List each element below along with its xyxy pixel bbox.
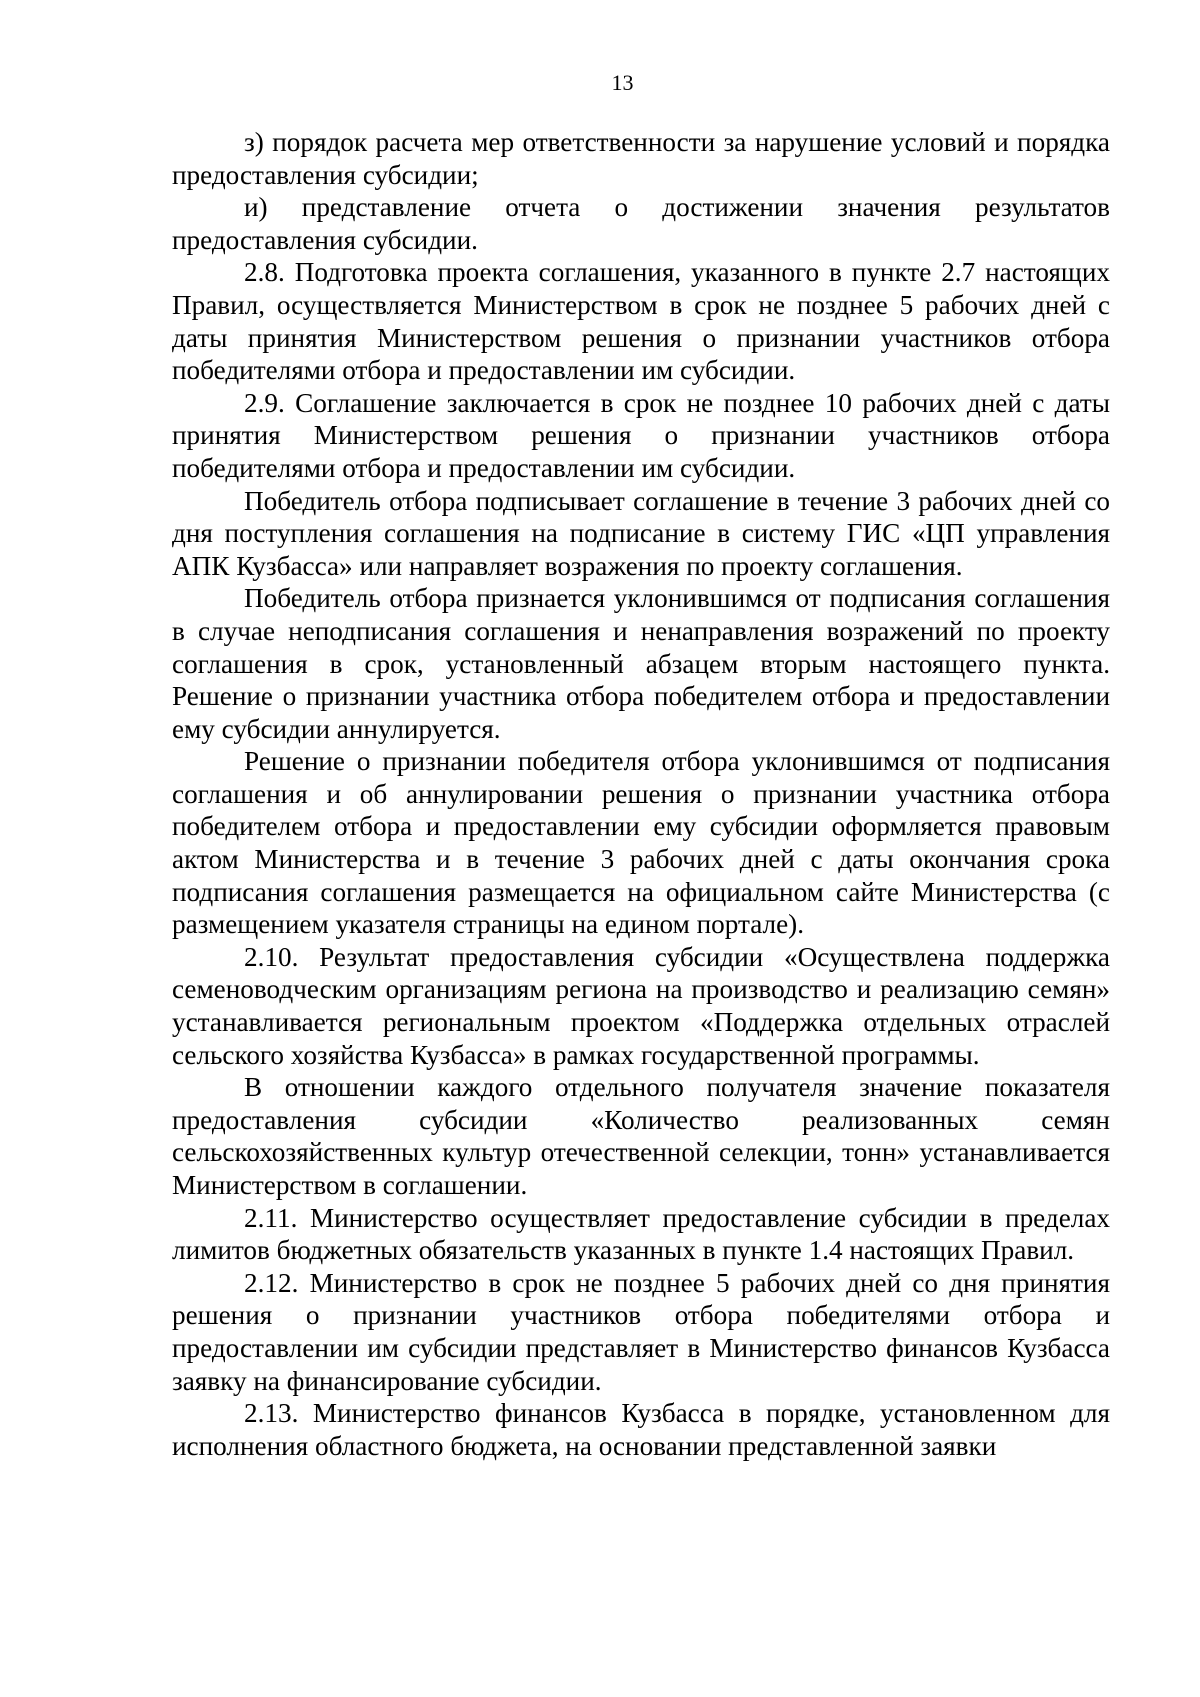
paragraph-winner-signs: Победитель отбора подписывает соглашение в течение 3 рабочих дней со дня поступления соглашения на подписание в систему ГИС «ЦП управления АПК Кузбасса» или направляет возражения по проекту соглашения. <box>172 485 1110 581</box>
paragraph-i: и) представление отчета о достижении значения результатов предоставления субсидии. <box>172 192 1110 255</box>
paragraph-winner-evading: Победитель отбора признается уклонившимся от подписания соглашения в случае неподписания соглашения и ненаправления возражений по проекту соглашения в срок, установленный абзацем вторым настоящего пункта. Решение о признании участника отбора победителем отбора и предоставлении ему субсидии аннулируется. <box>172 583 1110 744</box>
paragraph-2-10: 2.10. Результат предоставления субсидии «Осуществлена поддержка семеноводческим организациям региона на производство и реализацию семян» устанавливается региональным проектом «Поддержка отдельных отраслей сельского хозяйства Кузбасса» в рамках государственной программы. <box>172 941 1110 1070</box>
paragraph-decision-evading: Решение о признании победителя отбора уклонившимся от подписания соглашения и об аннулировании решения о признании участника отбора победителем отбора и предоставлении ему субсидии оформляется правовым актом Министерства и в течение 3 рабочих дней с даты окончания срока подписания соглашения размещается на официальном сайте Министерства (с размещением указателя страницы на едином портале). <box>172 746 1110 940</box>
paragraph-2-11: 2.11. Министерство осуществляет предоставление субсидии в пределах лимитов бюджетных обязательств указанных в пункте 1.4 настоящих Правил. <box>172 1202 1110 1266</box>
paragraph-indicator: В отношении каждого отдельного получателя значение показателя предоставления субсидии «Количество реализованных семян сельскохозяйственных культур отечественной селекции, тонн» устанавливается Министерством в соглашении. <box>172 1072 1110 1200</box>
document-body <box>172 126 1110 1462</box>
paragraph-2-8: 2.8. Подготовка проекта соглашения, указанного в пункте 2.7 настоящих Правил, осуществляется Министерством в срок не позднее 5 рабочих дней с даты принятия Министерством решения о признании участников отбора победителями отбора и предоставлении им субсидии. <box>172 257 1110 386</box>
page-number: 13 <box>611 70 634 95</box>
paragraph-2-12: 2.12. Министерство в срок не позднее 5 рабочих дней со дня принятия решения о признании участников отбора победителями отбора и предоставлении им субсидии представляет в Министерство финансов Кузбасса заявку на финансирование субсидии. <box>172 1267 1110 1396</box>
paragraph-2-9: 2.9. Соглашение заключается в срок не позднее 10 рабочих дней с даты принятия Министерством решения о признании участников отбора победителями отбора и предоставлении им субсидии. <box>172 387 1110 483</box>
paragraph-z: з) порядок расчета мер ответственности за нарушение условий и порядка предоставления субсидии; <box>172 127 1110 190</box>
paragraph-2-13: 2.13. Министерство финансов Кузбасса в порядке, установленном для исполнения областного бюджета, на основании представленной заявки <box>172 1398 1110 1461</box>
